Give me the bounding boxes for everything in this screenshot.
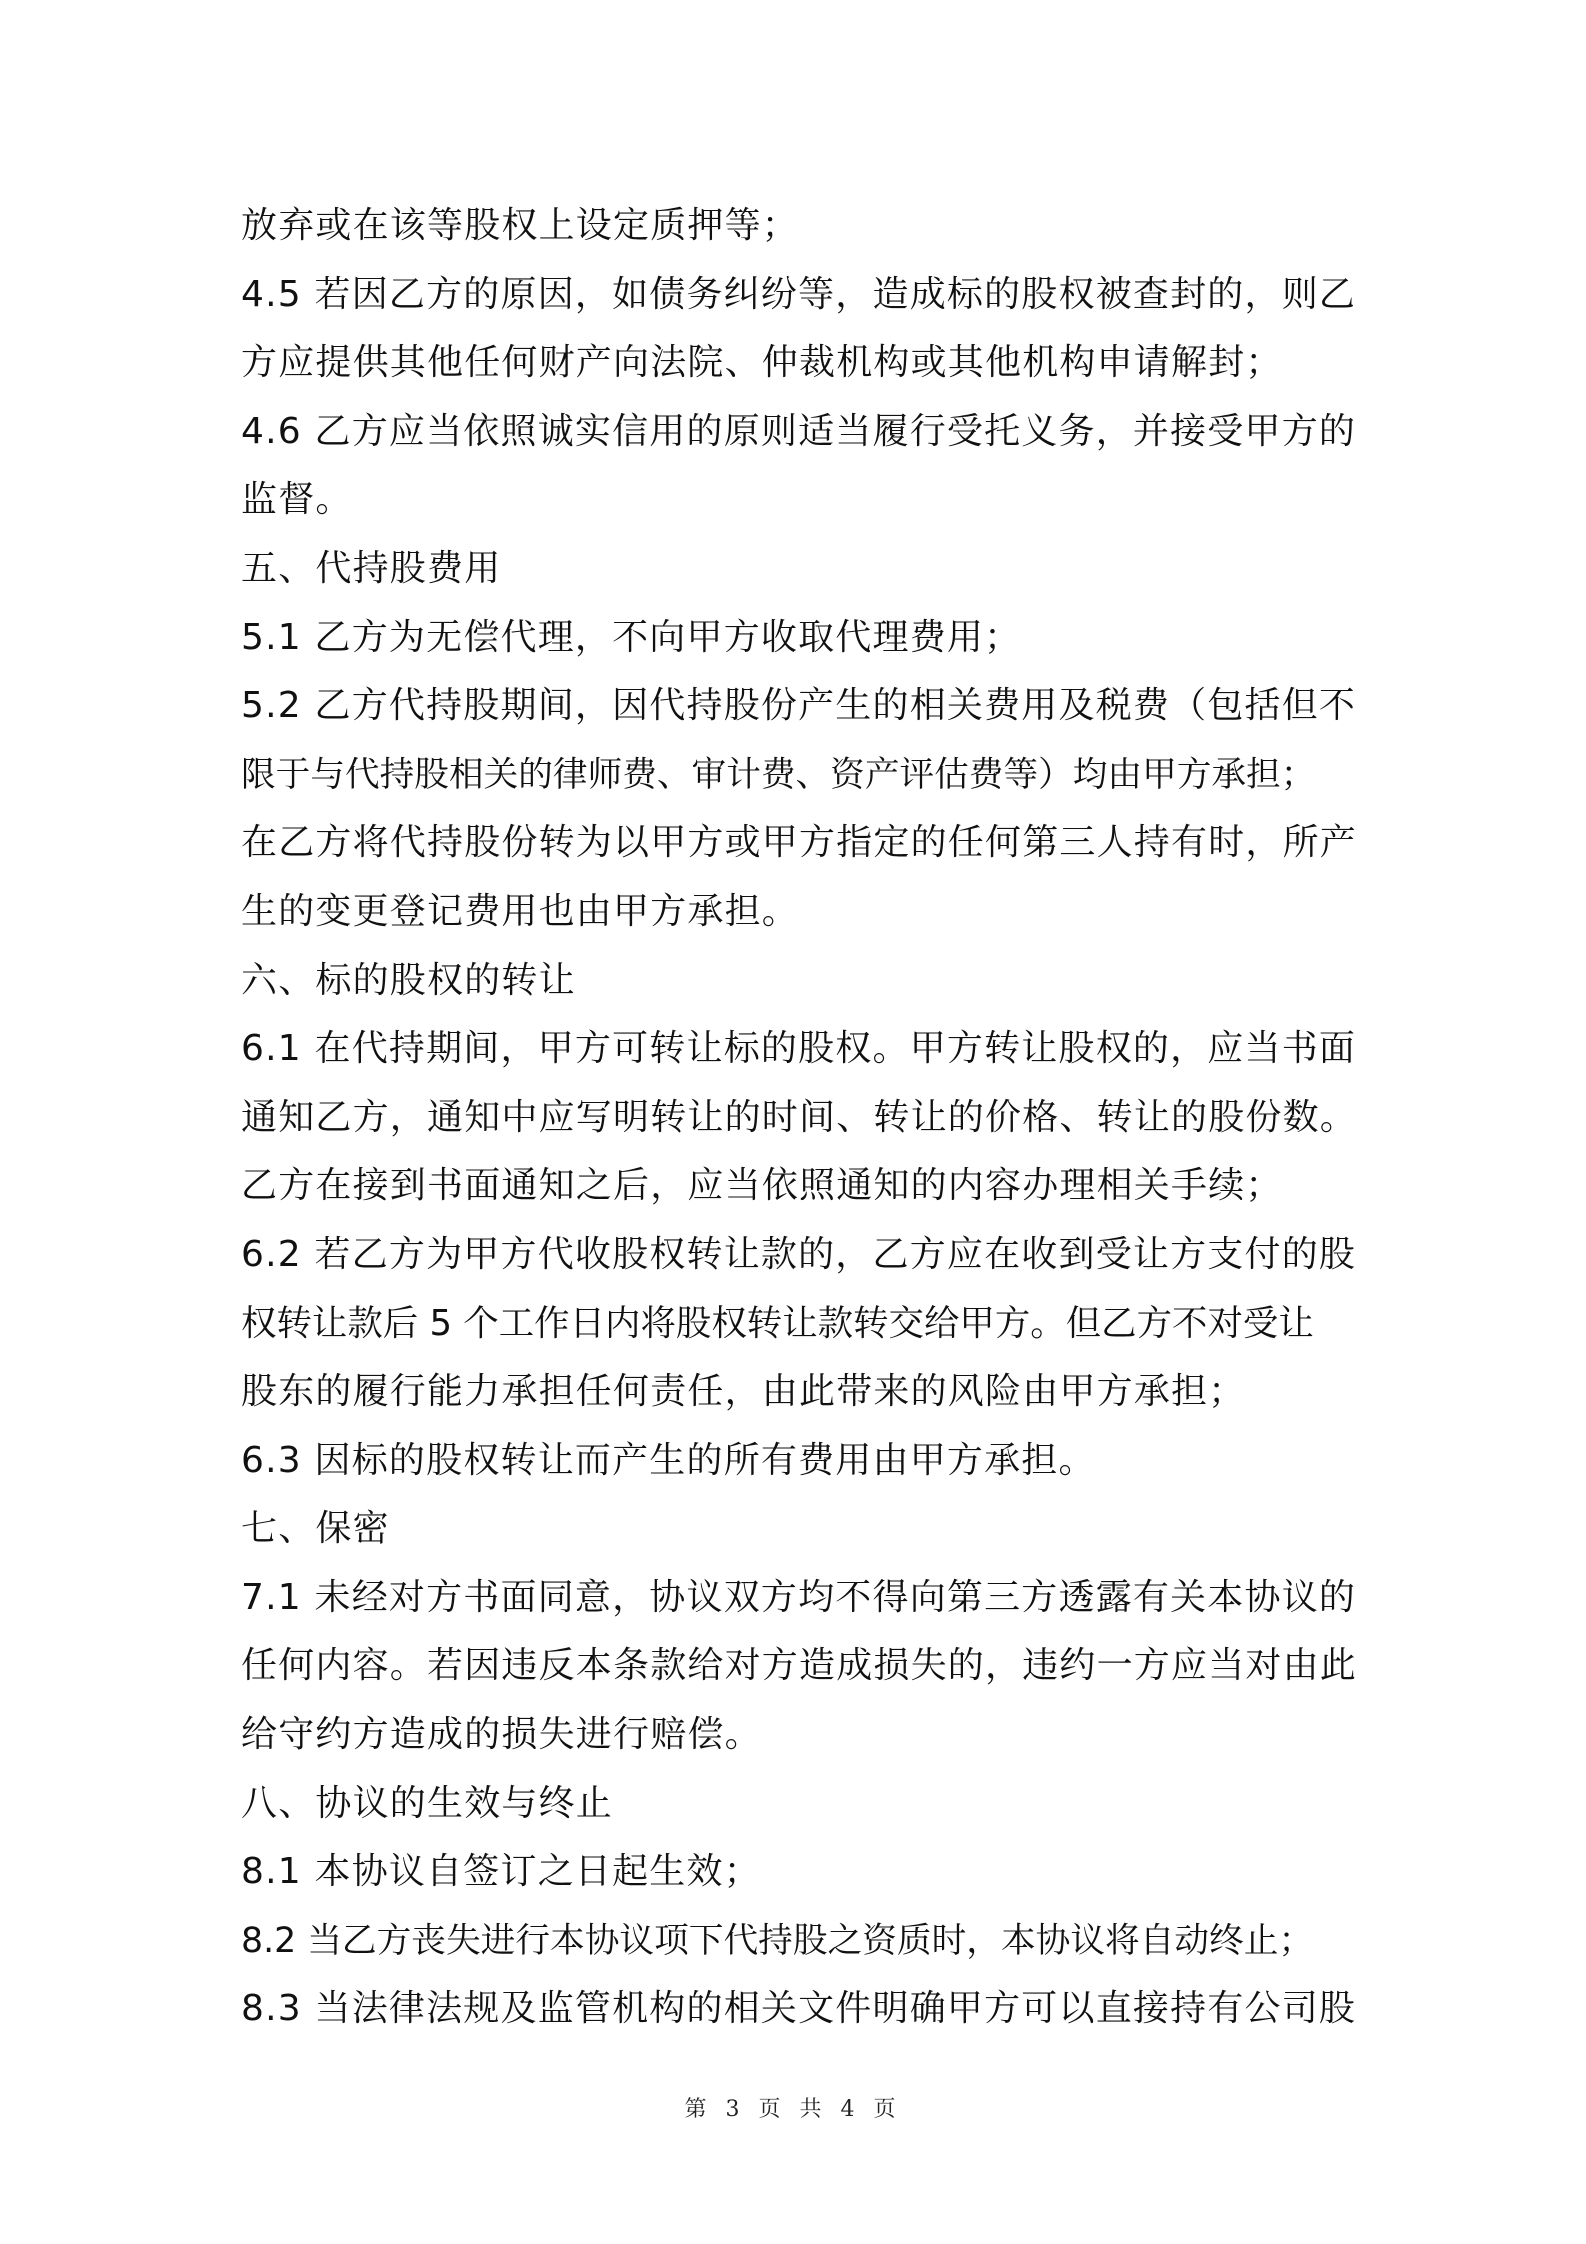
clause-6-1-line-3: 乙方在接到书面通知之后，应当依照通知的内容办理相关手续； bbox=[241, 1165, 1283, 1207]
clause-6-1-line-2: 通知乙方，通知中应写明转让的时间、转让的价格、转让的股份数。 bbox=[241, 1096, 1358, 1138]
clause-8-2: 8.2 当乙方丧失进行本协议项下代持股之资质时，本协议将自动终止； bbox=[241, 1920, 1314, 1961]
clause-5-2-line-4: 生的变更登记费用也由甲方承担。 bbox=[241, 890, 800, 932]
section-heading-6: 六、标的股权的转让 bbox=[241, 959, 576, 1001]
clause-5-1: 5.1 乙方为无偿代理，不向甲方收取代理费用； bbox=[241, 616, 1022, 658]
clause-6-2-line-1: 6.2 若乙方为甲方代收股权转让款的，乙方应在收到受让方支付的股 bbox=[241, 1233, 1357, 1275]
document-body bbox=[241, 192, 1361, 2044]
clause-6-3: 6.3 因标的股权转让而产生的所有费用由甲方承担。 bbox=[241, 1439, 1096, 1481]
section-heading-5: 五、代持股费用 bbox=[241, 547, 502, 589]
clause-5-2-line-3: 在乙方将代持股份转为以甲方或甲方指定的任何第三人持有时，所产 bbox=[241, 822, 1358, 864]
clause-7-1-line-2: 任何内容。若因违反本条款给对方造成损失的，违约一方应当对由此 bbox=[241, 1645, 1358, 1687]
clause-6-2-line-2: 权转让款后 5 个工作日内将股权转让款转交给甲方。但乙方不对受让 bbox=[241, 1302, 1314, 1344]
clause-6-2-line-3: 股东的履行能力承担任何责任，由此带来的风险由甲方承担； bbox=[241, 1371, 1246, 1413]
clause-7-1-line-1: 7.1 未经对方书面同意，协议双方均不得向第三方透露有关本协议的 bbox=[241, 1576, 1357, 1618]
clause-4-5-line-1: 4.5 若因乙方的原因，如债务纠纷等，造成标的股权被查封的，则乙 bbox=[241, 273, 1357, 315]
clause-6-1-line-1: 6.1 在代持期间，甲方可转让标的股权。甲方转让股权的，应当书面 bbox=[241, 1028, 1357, 1070]
clause-4-6-line-1: 4.6 乙方应当依照诚实信用的原则适当履行受托义务，并接受甲方的 bbox=[241, 410, 1357, 452]
clause-4-6-line-2: 监督。 bbox=[241, 479, 353, 521]
clause-5-2-line-2: 限于与代持股相关的律师费、审计费、资产评估费等）均由甲方承担； bbox=[241, 754, 1316, 795]
section-heading-8: 八、协议的生效与终止 bbox=[241, 1782, 614, 1824]
text-line: 放弃或在该等股权上设定质押等； bbox=[241, 205, 800, 246]
clause-8-1: 8.1 本协议自签订之日起生效； bbox=[241, 1851, 761, 1893]
clause-5-2-line-1: 5.2 乙方代持股期间，因代持股份产生的相关费用及税费（包括但不 bbox=[241, 685, 1357, 727]
page-number-footer: 第 3 页 共 4 页 bbox=[684, 2097, 902, 2122]
clause-4-5-line-2: 方应提供其他任何财产向法院、仲裁机构或其他机构申请解封； bbox=[241, 342, 1283, 384]
clause-8-3-line-1: 8.3 当法律法规及监管机构的相关文件明确甲方可以直接持有公司股 bbox=[241, 1988, 1357, 2030]
clause-7-1-line-3: 给守约方造成的损失进行赔偿。 bbox=[241, 1714, 762, 1756]
section-heading-7: 七、保密 bbox=[241, 1508, 390, 1550]
